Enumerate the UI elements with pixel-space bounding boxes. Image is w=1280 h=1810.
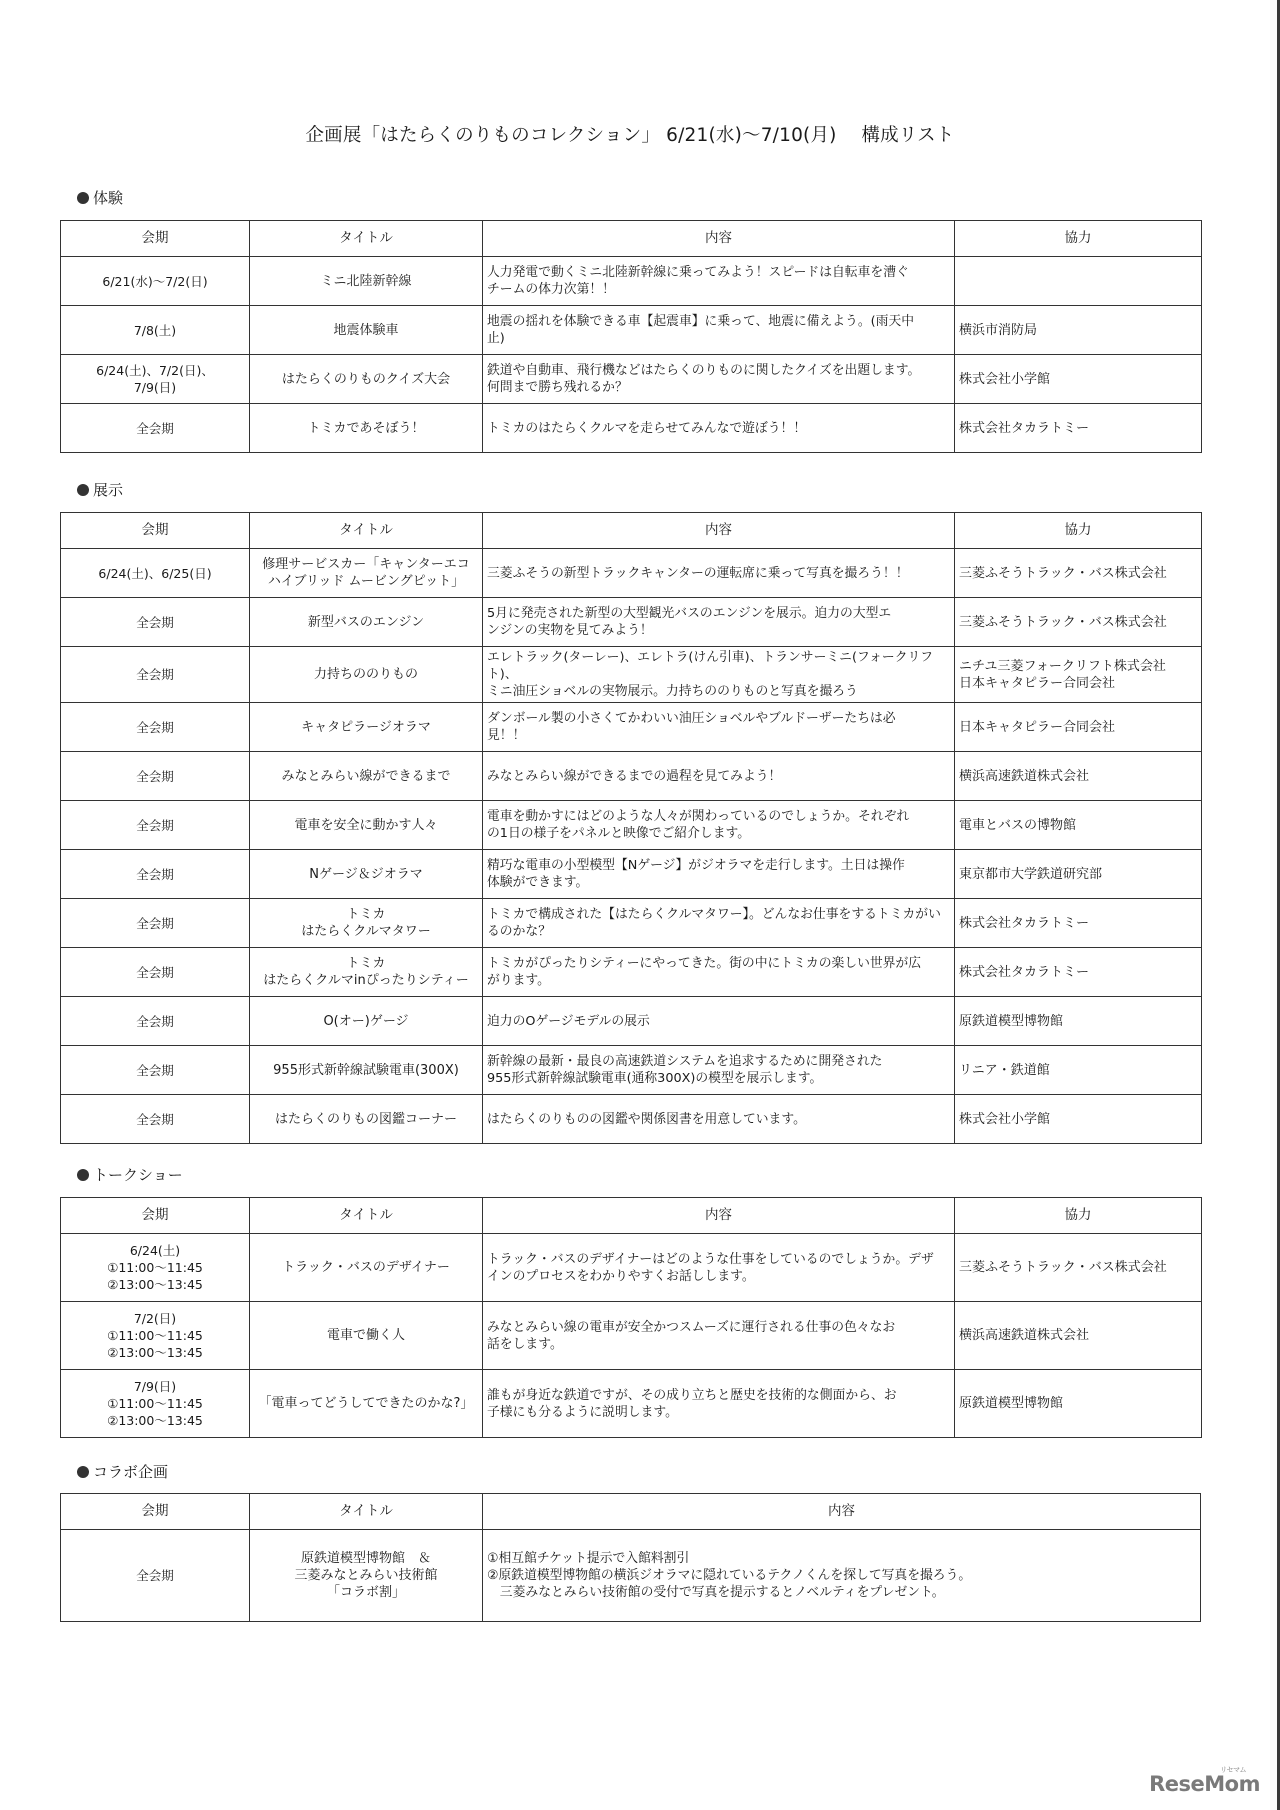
table-row (61, 647, 1202, 703)
period-line: 6/24(土)、7/2(日)、 (96, 363, 214, 378)
table-header-row (61, 513, 1202, 549)
cell-partner (955, 1234, 1202, 1302)
cell-content (483, 850, 955, 899)
partner-line: 三菱ふそうトラック・バス株式会社 (959, 1260, 1167, 1275)
partner-line: 株式会社タカラトミー (959, 915, 1090, 931)
table-row (61, 752, 1202, 801)
cell-partner (955, 1046, 1202, 1095)
cell-period (61, 598, 250, 647)
title-line: Nゲージ＆ジオラマ (309, 866, 423, 882)
content-line: 三菱みなとみらい技術館の受付で写真を提示するとノベルティをプレゼント。 (487, 1585, 945, 1600)
cell-period (61, 257, 250, 306)
period-line: 全会期 (136, 817, 174, 833)
bullet-icon (77, 1169, 89, 1181)
title-line: 力持ちののりもの (313, 667, 418, 682)
cell-period (61, 801, 250, 850)
header-content: 内容 (483, 1494, 1201, 1530)
cell-partner (955, 850, 1202, 899)
cell-content (483, 1302, 955, 1370)
header-content: 内容 (483, 513, 955, 549)
table-experience (60, 220, 1202, 453)
header-content: 内容 (483, 1198, 955, 1234)
period-line: ①11:00～11:45 (107, 1396, 203, 1411)
title-line: トミカであそぼう！ (307, 420, 425, 436)
title-line: 三菱みなとみらい技術館 (294, 1568, 438, 1583)
period-line: 全会期 (136, 420, 174, 436)
header-content: 内容 (483, 221, 955, 257)
partner-line: 日本キャタピラー合同会社 (959, 719, 1116, 735)
partner-line: 株式会社タカラトミー (959, 420, 1090, 436)
cell-title (250, 549, 483, 598)
logo-ruby: リセマム (1220, 1766, 1246, 1774)
cell-partner (955, 404, 1202, 453)
period-line: ②13:00～13:45 (107, 1277, 203, 1292)
period-line: 7/8(土) (133, 322, 177, 338)
logo-text: ReseMom (1149, 1772, 1260, 1796)
content-line: ミニ油圧ショベルの実物展示。力持ちののりものと写真を撮ろう (487, 684, 858, 699)
cell-content (483, 1046, 955, 1095)
table-row (61, 1530, 1201, 1622)
header-title: タイトル (250, 513, 483, 549)
period-line: 全会期 (136, 1568, 174, 1583)
section-heading-exhibition (77, 479, 123, 500)
title-line: はたらくのりものクイズ大会 (281, 371, 451, 387)
cell-period (61, 1530, 250, 1622)
table-row (61, 801, 1202, 850)
partner-line: 原鉄道模型博物館 (959, 1013, 1064, 1029)
title-line: 955形式新幹線試験電車(300X) (273, 1062, 459, 1078)
header-title: タイトル (250, 1198, 483, 1234)
title-line: 電車を安全に動かす人々 (294, 817, 438, 833)
period-line: 全会期 (136, 667, 174, 682)
cell-content (483, 1530, 1201, 1622)
section-heading-experience (77, 187, 123, 208)
period-line: ①11:00～11:45 (107, 1260, 203, 1275)
table-row (61, 997, 1202, 1046)
content-line: るのかな？ (487, 924, 551, 939)
cell-title (250, 1046, 483, 1095)
title-line: トミカ (346, 956, 386, 971)
cell-period (61, 948, 250, 997)
cell-period (61, 355, 250, 404)
table-row (61, 948, 1202, 997)
table-row (61, 1302, 1202, 1370)
content-line: インのプロセスをわかりやすくお話しします。 (487, 1268, 755, 1284)
period-line: 全会期 (136, 915, 174, 931)
cell-content (483, 647, 955, 703)
table-row (61, 899, 1202, 948)
cell-content (483, 355, 955, 404)
title-line: 電車で働く人 (326, 1328, 405, 1343)
content-line: 話をします。 (487, 1336, 563, 1352)
resemom-logo (1149, 1766, 1260, 1796)
partner-line: 三菱ふそうトラック・バス株式会社 (959, 565, 1167, 581)
table-row (61, 598, 1202, 647)
header-partner: 協力 (955, 513, 1202, 549)
period-line: ②13:00～13:45 (107, 1345, 203, 1360)
table-exhibition (60, 512, 1202, 1144)
period-line: ②13:00～13:45 (107, 1413, 203, 1428)
title-line: トミカ (346, 907, 386, 922)
content-line: 新幹線の最新・最良の高速鉄道システムを追求するために開発された (487, 1054, 883, 1069)
cell-content (483, 1234, 955, 1302)
header-title: タイトル (250, 221, 483, 257)
content-line: はたらくのりものの図鑑や関係図書を用意しています。 (487, 1111, 806, 1127)
table-header-row (61, 1198, 1202, 1234)
partner-line: リニア・鉄道館 (959, 1062, 1050, 1078)
cell-partner (955, 549, 1202, 598)
table-header-row (61, 221, 1202, 257)
content-line: 迫力のOゲージモデルの展示 (487, 1013, 650, 1029)
period-line: 全会期 (136, 1013, 174, 1029)
cell-content (483, 1370, 955, 1438)
cell-content (483, 598, 955, 647)
title-line: 「電車ってどうしてできたのかな?」 (258, 1396, 474, 1411)
header-period: 会期 (61, 1494, 250, 1530)
table-row (61, 1234, 1202, 1302)
cell-title (250, 306, 483, 355)
section-heading-label: コラボ企画 (93, 1463, 169, 1481)
cell-period (61, 1234, 250, 1302)
title-line: ハイブリッド ムービングピット」 (267, 574, 465, 589)
period-line: 全会期 (136, 614, 174, 630)
cell-title (250, 598, 483, 647)
cell-period (61, 1302, 250, 1370)
cell-content (483, 703, 955, 752)
cell-partner (955, 257, 1202, 306)
content-line: 955形式新幹線試験電車(通称300X)の模型を展示します。 (487, 1071, 823, 1086)
content-line: 地震の揺れを体験できる車【起震車】に乗って、地震に備えよう。(雨天中 (487, 314, 915, 329)
table-row (61, 306, 1202, 355)
header-period: 会期 (61, 513, 250, 549)
title-line: 地震体験車 (333, 322, 399, 338)
content-line: チームの体力次第！！ (487, 282, 615, 297)
header-partner: 協力 (955, 1198, 1202, 1234)
content-line: 止) (487, 331, 505, 346)
header-period: 会期 (61, 1198, 250, 1234)
cell-partner (955, 647, 1202, 703)
cell-title (250, 1370, 483, 1438)
content-line: 人力発電で動くミニ北陸新幹線に乗ってみよう！スピードは自転車を漕ぐ (487, 265, 909, 280)
table-row (61, 703, 1202, 752)
section-heading-talkshow (77, 1164, 183, 1185)
cell-title (250, 997, 483, 1046)
cell-content (483, 752, 955, 801)
cell-title (250, 703, 483, 752)
cell-partner (955, 899, 1202, 948)
cell-content (483, 997, 955, 1046)
period-line: 全会期 (136, 964, 174, 980)
content-line: 鉄道や自動車、飛行機などはたらくのりものに関したクイズを出題します。 (487, 363, 921, 378)
cell-title (250, 404, 483, 453)
section-heading-collab (77, 1461, 168, 1482)
content-line: みなとみらい線ができるまでの過程を見てみよう！ (487, 768, 782, 784)
content-line: ダンボール製の小さくてかわいい油圧ショベルやブルドーザーたちは必 (487, 711, 896, 726)
partner-line: 東京都市大学鉄道研究部 (959, 866, 1103, 882)
content-line: みなとみらい線の電車が安全かつスムーズに運行される仕事の色々なお (487, 1319, 896, 1335)
content-line: 誰もが身近な鉄道ですが、その成り立ちと歴史を技術的な側面から、お (487, 1387, 897, 1403)
section-heading-label: トークショー (93, 1166, 183, 1184)
section-heading-label: 体験 (93, 189, 124, 207)
cell-title (250, 899, 483, 948)
cell-partner (955, 948, 1202, 997)
cell-content (483, 549, 955, 598)
cell-partner (955, 703, 1202, 752)
table-row (61, 549, 1202, 598)
cell-period (61, 752, 250, 801)
table-row (61, 257, 1202, 306)
period-line: 全会期 (136, 866, 174, 882)
table-header-row (61, 1494, 1201, 1530)
table-row (61, 355, 1202, 404)
content-line: 子様にも分るように説明します。 (487, 1404, 678, 1420)
cell-period (61, 997, 250, 1046)
title-line: O(オー)ゲージ (323, 1013, 409, 1029)
content-line: エレトラック(ターレー)、エレトラ(けん引車)、トランサーミニ(フォークリフト)、 (487, 650, 934, 682)
content-line: 精巧な電車の小型模型【Nゲージ】がジオラマを走行します。土日は操作 (487, 858, 905, 873)
cell-partner (955, 801, 1202, 850)
cell-period (61, 703, 250, 752)
table-row (61, 1370, 1202, 1438)
cell-content (483, 948, 955, 997)
title-line: みなとみらい線ができるまで (281, 768, 451, 784)
cell-period (61, 899, 250, 948)
cell-title (250, 355, 483, 404)
table-row (61, 1095, 1202, 1144)
content-line: 5月に発売された新型の大型観光バスのエンジンを展示。迫力の大型エ (487, 606, 892, 621)
content-line: の1日の様子をパネルと映像でご紹介します。 (487, 826, 751, 841)
partner-line: 株式会社小学館 (959, 371, 1051, 387)
period-line: 全会期 (136, 1111, 174, 1127)
title-line: はたらくクルマタワー (301, 924, 431, 939)
period-line: 全会期 (136, 1062, 174, 1078)
title-line: 原鉄道模型博物館 ＆ (300, 1551, 431, 1566)
document-title: 企画展「はたらくのりものコレクション」 6/21(水)～7/10(月) 構成リスト (305, 125, 955, 146)
cell-content (483, 1095, 955, 1144)
period-line: 6/21(水)～7/2(日) (102, 273, 208, 289)
cell-period (61, 1370, 250, 1438)
cell-content (483, 257, 955, 306)
partner-line: 横浜市消防局 (959, 322, 1038, 338)
content-line: ンジンの実物を見てみよう！ (487, 623, 653, 638)
title-line: はたらくのりもの図鑑コーナー (274, 1111, 457, 1127)
cell-partner (955, 997, 1202, 1046)
partner-line: 三菱ふそうトラック・バス株式会社 (959, 614, 1167, 630)
partner-line: 電車とバスの博物館 (959, 817, 1077, 833)
cell-content (483, 801, 955, 850)
content-line: トラック・バスのデザイナーはどのような仕事をしているのでしょうか。デザ (487, 1251, 934, 1267)
cell-title (250, 948, 483, 997)
title-line: 「コラボ割」 (326, 1585, 405, 1600)
cell-content (483, 899, 955, 948)
title-line: トラック・バスのデザイナー (282, 1260, 450, 1275)
content-line: 電車を動かすにはどのような人々が関わっているのでしょうか。それぞれ (487, 809, 910, 824)
cell-content (483, 404, 955, 453)
cell-partner (955, 598, 1202, 647)
cell-partner (955, 1370, 1202, 1438)
cell-period (61, 647, 250, 703)
section-heading-label: 展示 (93, 481, 124, 499)
content-line: がります。 (487, 973, 550, 988)
period-line: 6/24(土)、6/25(日) (98, 565, 212, 581)
partner-line: 横浜高速鉄道株式会社 (959, 1328, 1090, 1343)
bullet-icon (77, 1466, 89, 1478)
content-line: 三菱ふそうの新型トラックキャンターの運転席に乗って写真を撮ろう！！ (487, 565, 909, 581)
period-line: ①11:00～11:45 (107, 1328, 203, 1343)
title-line: キャタピラージオラマ (301, 719, 431, 735)
cell-period (61, 404, 250, 453)
partner-line: 原鉄道模型博物館 (959, 1396, 1064, 1411)
cell-title (250, 647, 483, 703)
cell-title (250, 1302, 483, 1370)
cell-partner (955, 752, 1202, 801)
bullet-icon (77, 484, 89, 496)
cell-partner (955, 1302, 1202, 1370)
title-line: 修理サービスカー「キャンターエコ (262, 557, 470, 572)
table-collab (60, 1493, 1201, 1622)
cell-period (61, 1095, 250, 1144)
content-line: トミカのはたらくクルマを走らせてみんなで遊ぼう！！ (487, 420, 807, 436)
cell-title (250, 1530, 483, 1622)
cell-period (61, 306, 250, 355)
cell-title (250, 1095, 483, 1144)
period-line: 6/24(土) (129, 1243, 181, 1258)
title-line: 新型バスのエンジン (307, 614, 425, 630)
cell-period (61, 1046, 250, 1095)
content-line: ①相互館チケット提示で入館料割引 (487, 1551, 690, 1566)
content-line: トミカがぴったりシティーにやってきた。街の中にトミカの楽しい世界が広 (487, 956, 922, 971)
cell-title (250, 1234, 483, 1302)
table-row (61, 404, 1202, 453)
header-partner: 協力 (955, 221, 1202, 257)
period-line: 7/2(日) (133, 1311, 177, 1326)
cell-period (61, 549, 250, 598)
table-row (61, 850, 1202, 899)
cell-partner (955, 1095, 1202, 1144)
cell-partner (955, 355, 1202, 404)
title-line: はたらくクルマinぴったりシティー (263, 973, 469, 988)
cell-partner (955, 306, 1202, 355)
content-line: ②原鉄道模型博物館の横浜ジオラマに隠れているテクノくんを探して写真を撮ろう。 (487, 1568, 972, 1583)
content-line: トミカで構成された【はたらくクルマタワー】。どんなお仕事をするトミカがい (487, 907, 941, 922)
cell-title (250, 257, 483, 306)
period-line: 7/9(日) (133, 1379, 177, 1394)
title-line: ミニ北陸新幹線 (320, 273, 412, 289)
content-line: 何問まで勝ち残れるか？ (487, 380, 628, 395)
partner-line: 株式会社タカラトミー (959, 964, 1090, 980)
table-talkshow (60, 1197, 1202, 1438)
partner-line: 株式会社小学館 (959, 1111, 1051, 1127)
content-line: 見！！ (487, 728, 526, 743)
partner-line: ニチユ三菱フォークリフト株式会社 (959, 658, 1166, 674)
bullet-icon (77, 192, 89, 204)
header-title: タイトル (250, 1494, 483, 1530)
period-line: 全会期 (136, 719, 174, 735)
partner-line: 横浜高速鉄道株式会社 (959, 768, 1090, 784)
header-period: 会期 (61, 221, 250, 257)
period-line: 全会期 (136, 768, 174, 784)
cell-title (250, 801, 483, 850)
cell-title (250, 752, 483, 801)
table-row (61, 1046, 1202, 1095)
cell-period (61, 850, 250, 899)
period-line: 7/9(日) (133, 380, 177, 395)
cell-title (250, 850, 483, 899)
partner-line: 日本キャタピラー合同会社 (959, 675, 1116, 691)
content-line: 体験ができます。 (487, 875, 589, 890)
cell-content (483, 306, 955, 355)
